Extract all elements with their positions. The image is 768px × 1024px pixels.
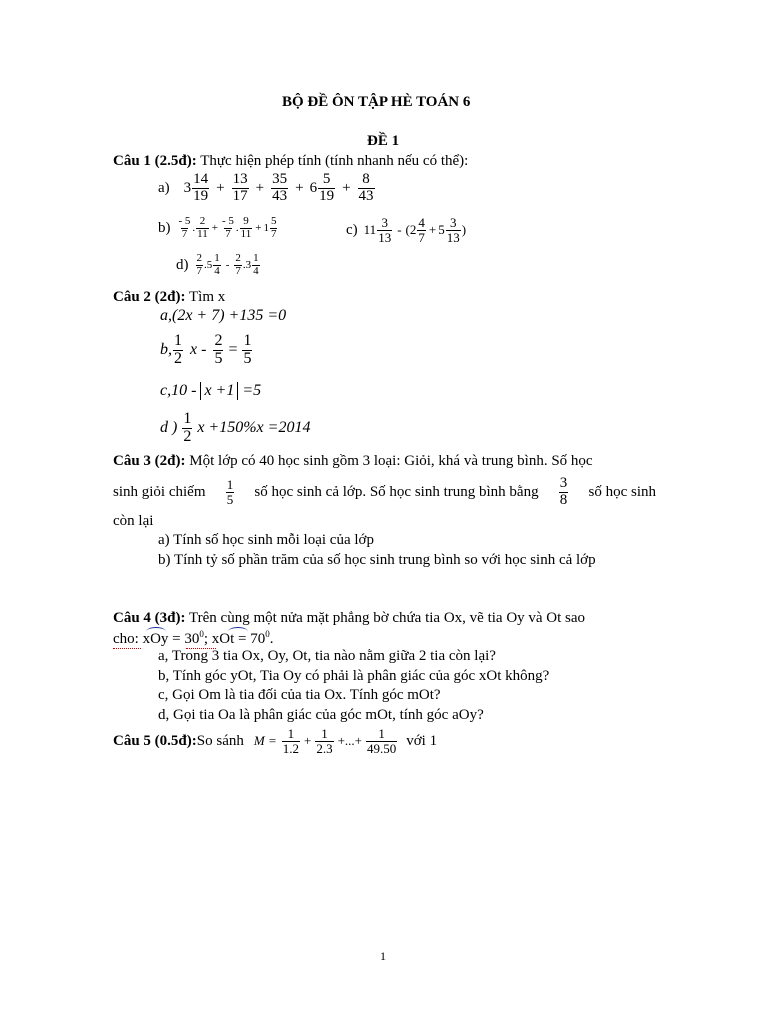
- denominator: 7: [196, 264, 202, 277]
- denominator: 49.50: [366, 740, 397, 756]
- denominator: 13: [378, 229, 392, 245]
- question-2-text: Tìm x: [185, 289, 226, 305]
- fraction: [196, 253, 204, 277]
- denominator: 43: [272, 187, 288, 204]
- question-3-label: Câu 3 (2đ):: [113, 453, 186, 469]
- degree-superscript: 0: [199, 629, 204, 639]
- question-4b: b, Tính góc yOt, Tia Oy có phải là phân giác của góc xOt không?: [158, 668, 550, 684]
- fraction: [282, 727, 300, 755]
- denominator: 5: [243, 349, 252, 367]
- fraction: [446, 216, 461, 244]
- denominator: 2: [174, 349, 182, 367]
- fraction: [232, 172, 249, 205]
- numerator: 1: [321, 726, 328, 741]
- operator: +: [216, 179, 225, 196]
- question-4d: d, Gọi tia Oa là phân giác của góc mOt, tính góc aOy?: [158, 707, 484, 723]
- question-5-label: Câu 5 (0.5đ):: [113, 732, 197, 749]
- item-tag: d): [176, 256, 189, 273]
- fraction: [318, 172, 335, 205]
- page-number: 1: [380, 949, 386, 963]
- numerator: - 5: [221, 215, 234, 227]
- open-paren: (2: [405, 222, 417, 238]
- multiplier: .5: [204, 259, 213, 272]
- fraction: [213, 333, 223, 368]
- question-1b-expression: [158, 216, 278, 240]
- numerator: 2: [199, 215, 206, 227]
- whole-number: 5: [438, 222, 445, 238]
- item-prefix: c,10 -: [160, 382, 197, 399]
- fraction: [417, 216, 426, 244]
- operator: -: [397, 222, 402, 238]
- whole-number: 1: [263, 222, 269, 235]
- item-suffix: =5: [242, 382, 262, 399]
- variable-m: M =: [253, 733, 277, 749]
- item-prefix: b,: [160, 341, 172, 359]
- numerator: 1: [253, 252, 259, 264]
- fraction: [182, 411, 192, 446]
- question-1-text: Thực hiện phép tính (tính nhanh nếu có thể):: [196, 153, 469, 169]
- denominator: 5: [214, 349, 223, 367]
- fraction: [213, 253, 221, 277]
- denominator: 43: [358, 187, 374, 204]
- numerator: 1: [378, 726, 385, 741]
- numerator: 3: [381, 215, 388, 230]
- whole-number: 11: [363, 222, 377, 238]
- numerator: 2: [196, 252, 202, 264]
- denominator: 7: [418, 229, 425, 245]
- question-4-heading: [113, 610, 656, 627]
- question-2d-equation: [160, 411, 310, 446]
- document-title: BỘ ĐỀ ÔN TẬP HÈ TOÁN 6: [282, 94, 471, 110]
- operator: +: [303, 733, 312, 749]
- denominator: 13: [446, 229, 460, 245]
- numerator: 1: [243, 332, 252, 349]
- item-suffix: x +150%x =2014: [197, 419, 311, 437]
- fraction: [192, 172, 209, 205]
- numerator: 1: [183, 410, 192, 427]
- text-segment: số học sinh: [588, 483, 656, 500]
- question-2-label: Câu 2 (2đ):: [113, 289, 186, 305]
- item-prefix: d ): [160, 419, 178, 437]
- denominator: 11: [197, 227, 208, 240]
- numerator: 8: [362, 171, 370, 187]
- question-1-heading: [113, 153, 468, 170]
- question-2a-equation: a,(2x + 7) +135 =0: [160, 307, 287, 324]
- item-tag: c): [346, 221, 358, 238]
- question-2b-equation: [160, 333, 253, 368]
- text-segment: sinh giỏi chiếm: [113, 483, 206, 500]
- numerator: 1: [214, 252, 220, 264]
- operator: +: [295, 179, 304, 196]
- fraction: [196, 216, 209, 240]
- ellipsis-operator: +...+: [337, 733, 362, 749]
- question-1-label: Câu 1 (2.5đ):: [113, 153, 197, 169]
- denominator: 7: [225, 227, 231, 240]
- text-segment: .: [269, 631, 274, 647]
- comparison-tail: với 1: [406, 732, 438, 749]
- exam-number: ĐỀ 1: [367, 133, 400, 149]
- question-3-line-2: [113, 476, 656, 509]
- fraction: [173, 333, 183, 368]
- question-4-line-1: Trên cùng một nửa mặt phẳng bờ chứa tia Ox, vẽ tia Oy và Ot sao: [185, 610, 586, 626]
- fraction: [242, 333, 252, 368]
- question-4-label: Câu 4 (3đ):: [113, 610, 186, 626]
- numerator: 5: [270, 215, 277, 227]
- denominator: 4: [253, 264, 259, 277]
- question-3a: a) Tính số học sinh mỗi loại của lớp: [158, 532, 374, 548]
- fraction: [252, 253, 260, 277]
- fraction: [270, 216, 278, 240]
- question-1c-expression: [346, 216, 466, 244]
- fraction: [234, 253, 242, 277]
- operator: +: [255, 222, 262, 235]
- operator: .: [192, 222, 196, 235]
- question-4c: c, Gọi Om là tia đối của tia Ox. Tính góc mOt?: [158, 687, 441, 703]
- numerator: 1: [287, 726, 295, 741]
- denominator: 5: [226, 491, 234, 507]
- numerator: 1: [174, 332, 182, 349]
- question-3-line-1: Một lớp có 40 học sinh gồm 3 loại: Giỏi, khá và trung bình. Số học: [185, 453, 593, 469]
- fraction: [226, 478, 235, 506]
- fraction: [559, 476, 569, 509]
- question-3b: b) Tính tỷ số phần trăm của số học sinh trung bình so với học sinh cả lớp: [158, 552, 596, 568]
- close-paren: ): [461, 222, 467, 238]
- fraction: [221, 216, 235, 240]
- operator: .: [235, 222, 239, 235]
- whole-number: 6: [309, 179, 318, 196]
- operator: +: [211, 222, 218, 235]
- absolute-value: x +1: [200, 382, 238, 400]
- fraction: [366, 727, 397, 755]
- text-segment: số học sinh cả lớp. Số học sinh trung bình bằng: [254, 483, 539, 500]
- question-1d-expression: [176, 253, 261, 277]
- operator: +: [428, 222, 437, 238]
- fraction: [271, 172, 288, 205]
- numerator: 9: [243, 215, 249, 227]
- numerator: 4: [418, 215, 425, 230]
- operator: -: [225, 259, 230, 272]
- fraction: [240, 216, 253, 240]
- denominator: 19: [193, 187, 209, 204]
- numerator: 3: [449, 215, 457, 230]
- multiplier: .3: [242, 259, 252, 272]
- degree-superscript: 0: [265, 629, 270, 639]
- denominator: 2: [183, 427, 192, 445]
- denominator: 7: [181, 227, 188, 240]
- variable-term: x -: [190, 341, 207, 359]
- text-segment: cho: xOy = 30: [113, 631, 200, 647]
- denominator: 17: [232, 187, 248, 204]
- text-segment: ; xOt = 70: [203, 631, 266, 647]
- numerator: 5: [322, 171, 331, 187]
- numerator: 2: [235, 252, 241, 264]
- denominator: 8: [559, 491, 568, 508]
- question-5-text: So sánh: [196, 732, 244, 749]
- question-3-line-3: còn lại: [113, 513, 154, 529]
- numerator: 35: [272, 171, 288, 187]
- question-4-line-2: [113, 629, 274, 648]
- denominator: 7: [270, 227, 277, 240]
- numerator: - 5: [178, 215, 191, 227]
- denominator: 4: [214, 264, 220, 277]
- question-2c-equation: [160, 382, 261, 400]
- numerator: 1: [226, 477, 234, 493]
- numerator: 2: [214, 332, 223, 349]
- equals-sign: =: [228, 341, 238, 359]
- numerator: 14: [193, 171, 209, 187]
- operator: +: [255, 179, 265, 196]
- fraction: [377, 216, 392, 244]
- question-5: [113, 727, 437, 755]
- denominator: 2.3: [316, 740, 333, 756]
- denominator: 19: [319, 187, 335, 204]
- fraction: [315, 727, 333, 755]
- denominator: 11: [240, 227, 252, 240]
- question-1a-expression: [158, 172, 376, 205]
- item-tag: a): [158, 179, 170, 196]
- whole-number: 3: [183, 179, 192, 196]
- fraction: [358, 172, 375, 205]
- fraction: [178, 216, 192, 240]
- item-tag: b): [158, 219, 171, 236]
- numerator: 13: [232, 171, 248, 187]
- question-3-heading: [113, 453, 656, 470]
- question-2-heading: [113, 289, 225, 306]
- denominator: 1.2: [282, 740, 299, 756]
- question-4a: a, Trong 3 tia Ox, Oy, Ot, tia nào nằm giữa 2 tia còn lại?: [158, 648, 496, 664]
- denominator: 7: [235, 264, 241, 277]
- numerator: 3: [559, 475, 568, 491]
- operator: +: [342, 179, 351, 196]
